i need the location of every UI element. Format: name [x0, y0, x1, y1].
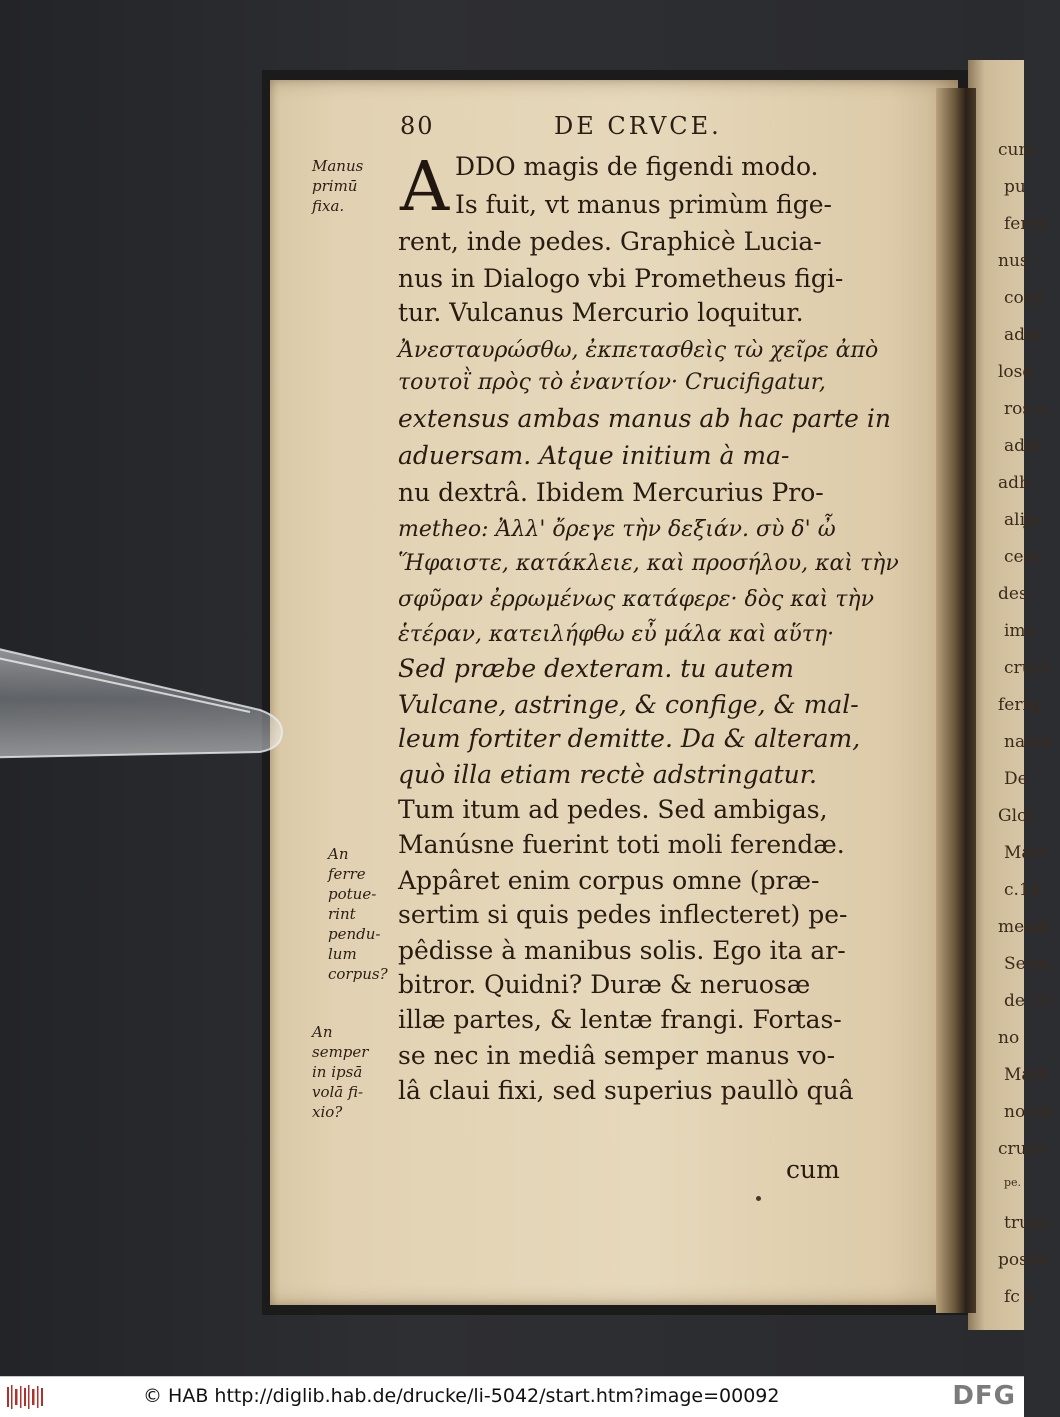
margin-note-line: semper	[312, 1043, 369, 1061]
text-line: σφῦραν ἐρρωμένως κατάφερε· δὸς καὶ τὴν	[398, 587, 874, 612]
facing-page-fragment: feriq	[998, 695, 1039, 715]
text-line: DDO magis de figendi modo.	[455, 152, 819, 181]
hab-barcode-logo	[6, 1383, 46, 1411]
text-line: illæ partes, & lentæ frangi. Fortas-	[398, 1005, 842, 1034]
facing-page-fragment: natus	[1004, 732, 1052, 752]
facing-page-fragment: pe.	[1004, 1176, 1022, 1189]
facing-page-fragment: losq	[998, 362, 1034, 382]
text-line: ἑτέραν, κατειλήφθω εὖ μάλα καὶ αὕτη·	[398, 622, 835, 647]
book-gutter	[936, 88, 976, 1313]
margin-note	[312, 156, 363, 216]
text-line: metheo: Ἀλλ' ὄρεγε τὴν δεξιάν. σὺ δ' ὦ	[398, 517, 836, 542]
facing-page-fragment: adh	[998, 473, 1030, 493]
text-line: τουτοῒ πρὸς τὸ ἐναντίον· Crucifigatur,	[398, 370, 826, 395]
margin-note	[328, 844, 388, 984]
text-line: quò illa etiam rectè adstringatur.	[398, 760, 817, 789]
facing-page-fragment: Glot.	[998, 806, 1040, 826]
facing-page-fragment: positu	[998, 1250, 1052, 1270]
text-line: Manúsne fuerint toti moli ferendæ.	[398, 830, 845, 859]
text-line: lâ claui fixi, sed superius paullò quâ	[398, 1076, 854, 1105]
text-line: sertim si quis pedes inflecteret) pe-	[398, 900, 848, 929]
margin-note-line: volā fi-	[312, 1083, 364, 1101]
facing-page-fragment: cere	[1004, 547, 1042, 567]
page-number: 80	[400, 112, 435, 140]
facing-page-fragment: trunc	[1004, 1213, 1051, 1233]
facing-page-fragment: fc a	[1004, 1287, 1036, 1307]
text-line: extensus ambas manus ab hac parte in	[398, 404, 891, 433]
margin-note-line: pendu-	[328, 925, 381, 943]
text-line: leum fortiter demitte. Da & alteram,	[398, 724, 861, 753]
text-line: Ἥφαιστε, κατάκλειε, καὶ προσήλου, καὶ τὴν	[398, 551, 899, 576]
facing-page-fragment: De	[1004, 769, 1028, 789]
text-line: nus in Dialogo vbi Prometheus figi-	[398, 264, 844, 293]
facing-page-fragment: no	[998, 1028, 1020, 1048]
facing-page-fragment: pu	[1004, 177, 1026, 197]
facing-page-fragment: des.	[998, 584, 1034, 604]
margin-note-line: in ipsā	[312, 1063, 363, 1081]
facing-page-fragment: alijs	[1004, 510, 1040, 530]
catchword: cum	[786, 1155, 840, 1184]
margin-note-line: ferre	[328, 865, 366, 883]
text-line: Appâret enim corpus omne (præ-	[398, 866, 820, 895]
text-line: Is fuit, vt manus primùm fige-	[455, 190, 832, 219]
margin-note-line: potue-	[328, 885, 377, 903]
running-header	[400, 112, 760, 148]
text-line: rent, inde pedes. Graphicè Lucia-	[398, 227, 822, 256]
text-line: bitror. Quidni? Duræ & neruosæ	[398, 970, 811, 999]
text-line: se nec in mediâ semper manus vo-	[398, 1041, 836, 1070]
facing-page-fragment: nus	[998, 251, 1029, 271]
facing-page-fragment: noces	[1004, 1102, 1054, 1122]
margin-note-line: lum	[328, 945, 357, 963]
facing-page-fragment: ros a	[1004, 399, 1047, 419]
margin-note-line: An	[328, 845, 349, 863]
facing-page-fragment: adm	[1004, 325, 1042, 345]
facing-page-fragment: cruce	[1004, 658, 1053, 678]
facing-page-fragment: imò	[1004, 621, 1036, 641]
text-line: pêdisse à manibus solis. Ego ita ar-	[398, 936, 846, 965]
text-line: nu dextrâ. Ibidem Mercurius Pro-	[398, 478, 824, 507]
facing-page-fragment: ferre	[1004, 214, 1047, 234]
text-line: aduersam. Atque initium à ma-	[398, 441, 790, 470]
margin-note	[312, 1022, 368, 1122]
margin-note-line: An	[312, 1023, 333, 1041]
margin-note-line: fixa.	[312, 197, 345, 215]
copyright-url[interactable]: © HAB http://diglib.hab.de/drucke/li-5042/start.htm?image=00092	[143, 1385, 780, 1407]
facing-page-edge	[968, 60, 1056, 1330]
facing-page-fragment: cruce	[998, 1139, 1047, 1159]
facing-page-fragment: Mart.	[1004, 843, 1052, 863]
footer-bar	[0, 1376, 1024, 1417]
facing-page-fragment: de Cr.	[1004, 991, 1056, 1011]
facing-page-fragment: Mart.	[1004, 1065, 1052, 1085]
margin-note-line: rint	[328, 905, 356, 923]
margin-note-line: corpus?	[328, 965, 388, 983]
drop-capital: A	[400, 148, 450, 227]
dfg-logo: DFG	[952, 1381, 1016, 1411]
facing-page-fragment: corp	[1004, 288, 1043, 308]
facing-page-fragment: cum	[998, 140, 1035, 160]
facing-page-fragment: Serm.	[1004, 954, 1056, 974]
facing-page-fragment: adst	[1004, 436, 1041, 456]
ink-speck	[756, 1196, 761, 1201]
margin-note-line: primū	[312, 177, 358, 195]
text-line: Sed præbe dexteram. tu autem	[398, 654, 794, 683]
text-line: Tum itum ad pedes. Sed ambigas,	[398, 795, 828, 824]
margin-note-line: Manus	[312, 157, 364, 175]
facing-page-fragment: c.14	[1004, 880, 1041, 900]
text-line: Ἀνεσταυρώσθω, ἐκπετασθεὶς τὼ χεῖρε ἀπὸ	[398, 338, 879, 363]
facing-page-fragment: meum	[998, 917, 1052, 937]
margin-note-line: xio?	[312, 1103, 343, 1121]
text-line: tur. Vulcanus Mercurio loquitur.	[398, 298, 804, 327]
running-title: DE CRVCE.	[554, 112, 722, 140]
text-line: Vulcane, astringe, & confige, & mal-	[398, 690, 859, 719]
